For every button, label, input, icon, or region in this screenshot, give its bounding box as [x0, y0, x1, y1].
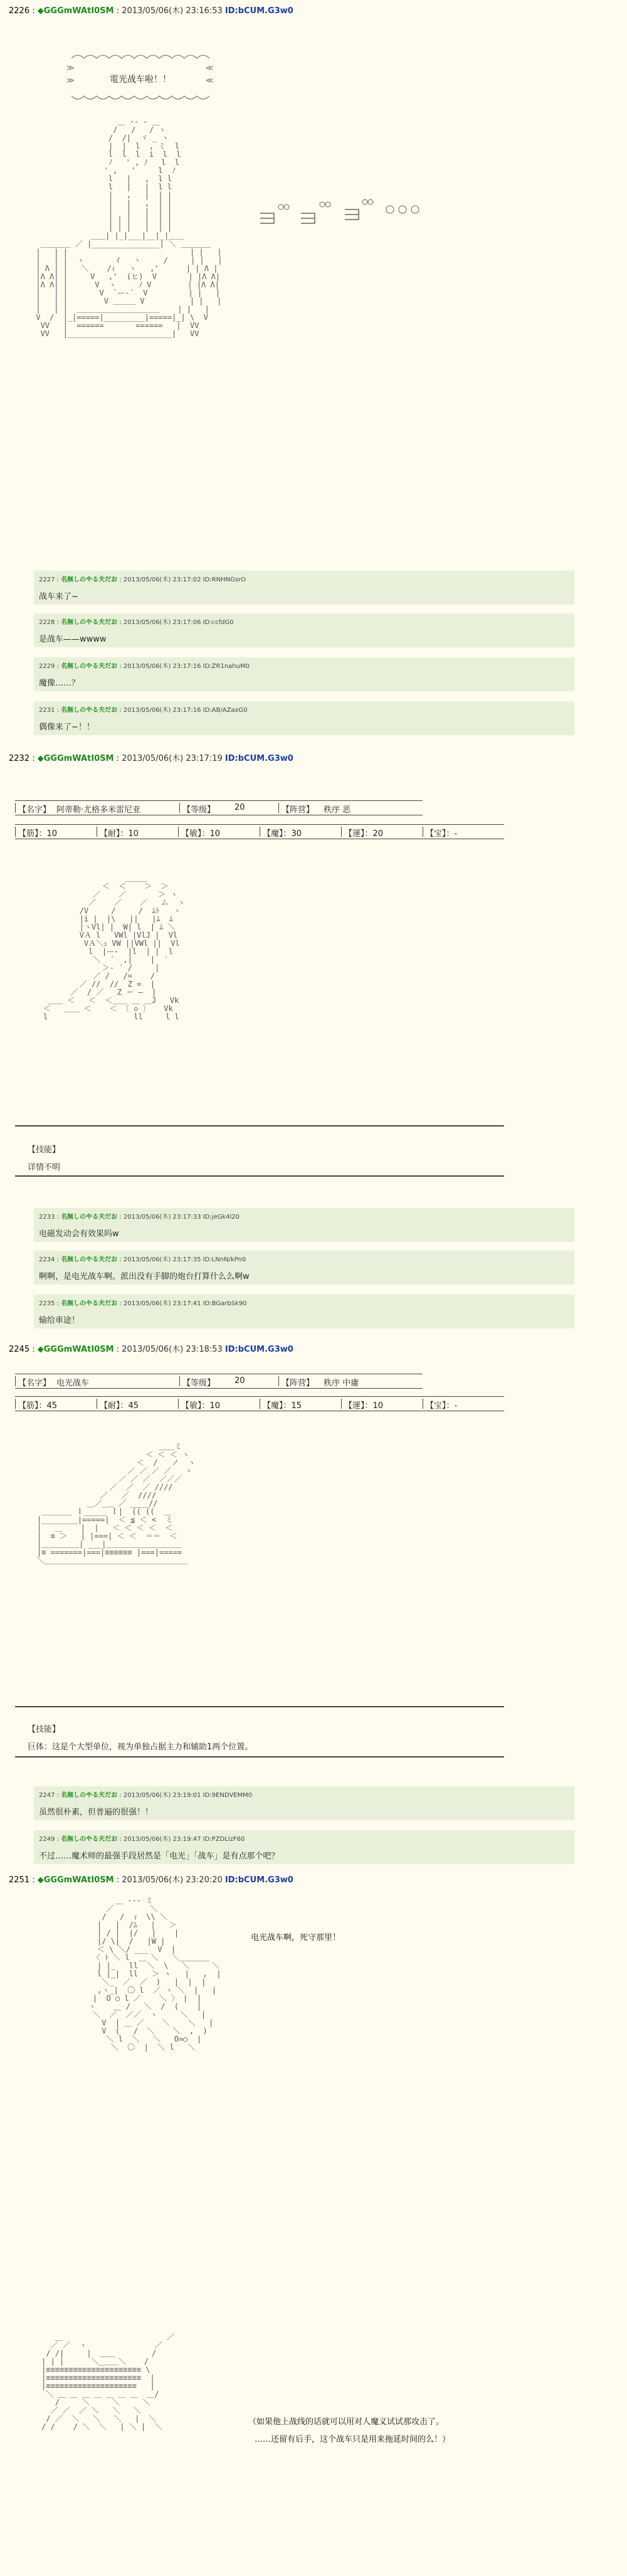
speech-line: 电光战车啊，死守那里！ — [251, 1933, 341, 1943]
stat-con: 【耐】：10 — [97, 827, 139, 837]
reply-id[interactable]: ID:LNnN/kPn0 — [203, 1256, 246, 1263]
poster-name[interactable]: ◆GGGmWAtI0SM — [37, 1875, 114, 1885]
character-stat-row-1 — [15, 800, 423, 815]
divider — [15, 1125, 504, 1126]
post-number: 2226 — [9, 6, 30, 16]
reply-header: 2228 : 名無しのやる夫だお : 2013/05/06(木) 23:17:06 ID:ccfdG0 — [39, 619, 234, 626]
level-value: 20 — [234, 1376, 245, 1386]
reply-date: 2013/05/06(木) 23:17:35 — [123, 1256, 201, 1263]
character-stat-row-2 — [15, 1396, 504, 1411]
divider — [15, 1706, 504, 1707]
ascii-art-silhouette: ＿ ／ ／ ／ ヽ ／ / /| | ＿＿ / | | | ＼_＿＿＼ / |≡≡≡≡≡≡≡≡≡≡≡≡≡≡≡≡≡≡≡≡≡ \ |≡≡≡≡≡≡≡≡≡≡≡≡≡≡≡≡≡≡≡≡≡ | |≡≡≡≡≡≡≡≡≡≡≡≡≡≡≡≡≡≡≡≡ | ＼ ＿ ＿ ＿ ＿ ＿ ＿ ＿ ＿/ / ＼ ＼ ＼ ／ ／ ／ ＼ ＼ ＼ / ／ ＼ ＼ ＼ | ＼ / / / ＼ ＼ | ＼ | ＼ — [41, 2333, 174, 2431]
reply-header: 2247 : 名無しのやる夫だお : 2013/05/06(木) 23:19:01 ID:9ENDVEMM0 — [39, 1792, 253, 1799]
reply-name[interactable]: 名無しのやる夫だお — [61, 576, 118, 583]
stat-con: 【耐】：45 — [97, 1399, 139, 1409]
post-header: 2232 : ◆GGGmWAtI0SM : 2013/05/06(木) 23:17:19 ID:bCUM.G3w0 — [9, 754, 293, 763]
stat-luck: 【運】：20 — [341, 827, 383, 837]
svg-text:≫: ≫ — [66, 63, 75, 72]
reply-number: 2235 — [39, 1300, 55, 1307]
reply-header: 2233 : 名無しのやる夫だお : 2013/05/06(木) 23:17:33 ID:jeGk4l20 — [39, 1214, 240, 1221]
reply-number: 2247 — [39, 1792, 55, 1799]
reply-post — [34, 1251, 574, 1285]
reply-header: 2249 : 名無しのやる夫だお : 2013/05/06(木) 23:19:47 ID:PZDLlzF60 — [39, 1836, 245, 1843]
reply-date: 2013/05/06(木) 23:17:33 — [123, 1214, 201, 1221]
reply-body: 虽然很朴素，但普遍的很强！！ — [39, 1808, 154, 1817]
poster-id[interactable]: ID:bCUM.G3w0 — [224, 1875, 293, 1885]
reply-id[interactable]: ID:AB/AZaxG0 — [203, 707, 248, 714]
post-header: 2245 : ◆GGGmWAtI0SM : 2013/05/06(木) 23:18:53 ID:bCUM.G3w0 — [9, 1345, 293, 1354]
stat-agi: 【敏】：10 — [178, 1399, 220, 1409]
ascii-art-tank: ＿ -‐ - ＿ / / / ヽ / /| ヾ _ ヽ | | l , ミ l l l l i l l ﾉ ' , ﾉ l l ' , ' l ﾉ l | , l l l | | l l | , | | | | | , | | | | | | | | | | | | | | | | | | | ＿＿| |_|___|__|_|＿＿ ＿＿＿＿ ／ |_______________| ＼ ＿＿＿＿ | | | | | | | | | ヽ ｲ ヽ / | | | | Λ | | ＼ /ｨ ヽ ,' | | Λ | |Λ Λ| | V ,' (ヒ) V | |Λ Λ| |Λ Λ| | V ヽ ﾉ V | |Λ Λ| | | | V `ー‐´ V | | | | | | V ＿＿＿ V | | | | | | ＿＿＿＿＿＿＿＿＿＿＿ | | | V / |_|=====|_________|=====|_| \ V VV | ====== ====== | VV VV |_______________________| VV — [36, 117, 223, 338]
post-date: 2013/05/06(木) 23:18:53 — [122, 1345, 223, 1354]
reply-number: 2229 — [39, 663, 55, 670]
character-stat-row-2 — [15, 824, 504, 839]
reply-number: 2228 — [39, 619, 55, 626]
reply-body: 是战车——wwww — [39, 635, 107, 644]
sound-effect-go — [257, 188, 445, 238]
name-label: 【名字】 — [15, 803, 51, 813]
level-label: 【等级】 — [179, 803, 215, 813]
poster-name[interactable]: ◆GGGmWAtI0SM — [37, 754, 114, 763]
divider — [15, 1175, 504, 1177]
stat-mag: 【魔】：30 — [260, 827, 302, 837]
post-number: 2245 — [9, 1345, 30, 1354]
reply-header: 2231 : 名無しのやる夫だお : 2013/05/06(木) 23:17:16 ID:AB/AZaxG0 — [39, 707, 248, 714]
reply-date: 2013/05/06(木) 23:19:01 — [123, 1792, 201, 1799]
reply-post — [34, 1786, 574, 1820]
reply-post — [34, 613, 574, 647]
svg-text:≫: ≫ — [66, 76, 75, 85]
reply-name[interactable]: 名無しのやる夫だお — [61, 1214, 118, 1221]
post-date: 2013/05/06(木) 23:17:19 — [122, 754, 223, 763]
post-date: 2013/05/06(木) 23:16:53 — [122, 6, 223, 16]
reply-number: 2231 — [39, 707, 55, 714]
reply-name[interactable]: 名無しのやる夫だお — [61, 1256, 118, 1263]
reply-date: 2013/05/06(木) 23:17:02 — [123, 576, 201, 583]
skill-text: 详情不明 — [28, 1163, 61, 1172]
character-stat-row-1 — [15, 1374, 423, 1389]
reply-body: 偶像来了~！！ — [39, 723, 95, 732]
ascii-art-duo: ＿ -‐‐ ミ ／ ＼ / / ｨ \\ ＼ | | /ﾑ | ＞ | / | |/ | | |/ \| / |W | ＜ \ ＼/ ___ V | 〈 ﾄ ＼ l ＿ ＼ ＼＿＿＿＿ | |_ ll ＼ \ ＼ ＼ l |_| ll ＞ ヽ | , | ＼_ ／ ／ ) | | | ,ヽ_| 〇 l ／ ヽ ＼ | | | O ○ l ／ ＼ 〉 | | ヽ ＿ / ＼ / ( | ＼ ／ ／／ ヽ ＼ | V | ＿ ／ ＼ ＼ | V ( / ＼ ＼ , ) ＼ l ＼ ＼ O=○ | ＼ 〇 | ＼ l ＼ — [88, 1896, 221, 2052]
skill-label: 【技能】 — [28, 1725, 61, 1734]
reply-date: 2013/05/06(木) 23:17:16 — [123, 707, 201, 714]
post-number: 2232 — [9, 754, 30, 763]
alignment-label: 【阵营】 — [278, 803, 314, 813]
reply-number: 2227 — [39, 576, 55, 583]
divider — [15, 1756, 504, 1757]
reply-id[interactable]: ID:jeGk4l20 — [203, 1214, 240, 1221]
reply-name[interactable]: 名無しのやる夫だお — [61, 1300, 118, 1307]
reply-post — [34, 1830, 574, 1864]
reply-date: 2013/05/06(木) 23:17:41 — [123, 1300, 201, 1307]
level-value: 20 — [234, 803, 245, 812]
reply-name[interactable]: 名無しのやる夫だお — [61, 1792, 118, 1799]
stat-agi: 【敏】：10 — [178, 827, 220, 837]
reply-body: 不过……魔术师的最强手段居然是「电光」「战车」是有点那个吧？ — [39, 1852, 280, 1861]
svg-text:≪: ≪ — [206, 63, 214, 72]
reply-body: 啊啊，是电光战车啊。派出没有手脚的炮台打算什么么啊w — [39, 1272, 250, 1281]
stat-np: 【宝】：- — [423, 1399, 457, 1409]
reply-header: 2235 : 名無しのやる夫だお : 2013/05/06(木) 23:17:41 ID:BGarbSk90 — [39, 1300, 247, 1307]
alignment-value: 秩序 中庸 — [324, 1379, 359, 1388]
reply-name[interactable]: 名無しのやる夫だお — [61, 707, 118, 714]
ascii-art-tank-profile: ＿＿ミ ＜ ＜ ＜ ヽ ＜ / ノ ヽ ／ ／ ／ ／ ヽ ／ ／ ／ ／／／ ／ ／ ／ //// ／ ／ //// ＿／_＿ ／ ____// ＿＿＿＿ ｌ_____ ｌ| (( (( ＿ |________|=====| ＜ ≦ ＜ < ミ | ＿ | | ＜ ＜ ＜ ＜ ＜ | ≡ ＞ | |===| ＜ ＜ ＝＝ ＜ |＿＿＿＿＿| ___|＿＿＿＿＿＿＿＿＿＿ |≡ =======|===|≡≡≡≡≡≡ |===|===== ＼＿＿＿＿＿＿＿＿＿＿＿＿＿＿＿＿＿＿＿ — [36, 1442, 196, 1565]
reply-body: 输给車途！ — [39, 1316, 80, 1325]
reply-id[interactable]: ID:RNHNGsrO — [203, 576, 246, 583]
stat-str: 【筋】：45 — [15, 1399, 57, 1409]
poster-name[interactable]: ◆GGGmWAtI0SM — [37, 1345, 114, 1354]
level-label: 【等级】 — [179, 1376, 215, 1386]
reply-header: 2229 : 名無しのやる夫だお : 2013/05/06(木) 23:17:16 ID:ZR1nahuM0 — [39, 663, 250, 670]
speech-line: （如果他上战线的话就可以用对人魔义试试那攻击了。 — [248, 2417, 445, 2427]
reply-name[interactable]: 名無しのやる夫だお — [61, 619, 118, 626]
reply-body: 魔像……？ — [39, 679, 80, 688]
stat-str: 【筋】：10 — [15, 827, 57, 837]
reply-header: 2234 : 名無しのやる夫だお : 2013/05/06(木) 23:17:35 ID:LNnN/kPn0 — [39, 1256, 246, 1263]
reply-post — [34, 701, 574, 735]
name-label: 【名字】 — [15, 1376, 51, 1386]
reply-number: 2234 — [39, 1256, 55, 1263]
reply-name[interactable]: 名無しのやる夫だお — [61, 663, 118, 670]
character-name: 阿蒂勒·尤格多米雷尼亚 — [56, 805, 141, 815]
stat-np: 【宝】：- — [423, 827, 457, 837]
reply-id[interactable]: ID:ccfdG0 — [203, 619, 234, 626]
reply-name[interactable]: 名無しのやる夫だお — [61, 1836, 118, 1843]
reply-header: 2227 : 名無しのやる夫だお : 2013/05/06(木) 23:17:02 ID:RNHNGsrO — [39, 576, 246, 583]
alignment-label: 【阵营】 — [278, 1376, 314, 1386]
reply-post — [34, 1295, 574, 1328]
reply-id[interactable]: ID:BGarbSk90 — [203, 1300, 247, 1307]
post-date: 2013/05/06(木) 23:20:20 — [122, 1875, 223, 1885]
wavy-banner — [65, 49, 216, 105]
character-name: 电光战车 — [56, 1379, 90, 1388]
post-header: 2226 : ◆GGGmWAtI0SM : 2013/05/06(木) 23:16:53 ID:bCUM.G3w0 — [9, 6, 293, 16]
reply-date: 2013/05/06(木) 23:19:47 — [123, 1836, 201, 1843]
reply-id[interactable]: ID:9ENDVEMM0 — [203, 1792, 253, 1799]
skill-text: 巨体：这是个大型单位，视为单独占据主力和辅助1两个位置。 — [28, 1742, 253, 1752]
speech-line: ……还留有后手，这个战车只是用来拖延时间的么！） — [255, 2435, 451, 2444]
post-header: 2251 : ◆GGGmWAtI0SM : 2013/05/06(木) 23:20:20 ID:bCUM.G3w0 — [9, 1875, 293, 1885]
alignment-value: 秩序 恶 — [324, 805, 351, 815]
reply-id[interactable]: ID:PZDLlzF60 — [203, 1836, 245, 1843]
post-number: 2251 — [9, 1875, 30, 1885]
reply-id[interactable]: ID:ZR1nahuM0 — [203, 663, 250, 670]
reply-number: 2233 — [39, 1214, 55, 1221]
reply-post — [34, 1208, 574, 1242]
banner-text: 電光战车啦！！ — [110, 75, 171, 85]
reply-number: 2249 — [39, 1836, 55, 1843]
reply-body: 电磁发动会有效果吗w — [39, 1229, 119, 1239]
poster-id[interactable]: ID:bCUM.G3w0 — [224, 754, 293, 763]
reply-date: 2013/05/06(木) 23:17:16 — [123, 663, 201, 670]
poster-id[interactable]: ID:bCUM.G3w0 — [224, 1345, 293, 1354]
reply-date: 2013/05/06(木) 23:17:06 — [123, 619, 201, 626]
reply-post — [34, 657, 574, 691]
svg-text:≪: ≪ — [206, 76, 214, 85]
poster-id[interactable]: ID:bCUM.G3w0 — [224, 6, 293, 16]
stat-luck: 【運】：10 — [341, 1399, 383, 1409]
skill-label: 【技能】 — [28, 1145, 61, 1155]
reply-post — [34, 571, 574, 605]
poster-name[interactable]: ◆GGGmWAtI0SM — [37, 6, 114, 16]
stat-mag: 【魔】：15 — [260, 1399, 302, 1409]
reply-body: 战车来了~ — [39, 592, 78, 602]
ascii-art-boy: ＿＿＿ ＜ ＜ ＞ ＞ ／ ／ ＞ ヽ ／ ／ ／ ム ヽ /V / / ﾑﾄ ヽ |i | |\ || |ﾑ ﾑ |ヽVl| | W| l | ﾑ ＼ VＡ l VWl |VlJ | Vl VＡ＼ｭ VW ||VWl || Vl l |ー‐ |l | | l ＼ ´ ,| | ′ ＞‐ ´ / | ／ / /= / ／ // // Z = | ／ / ／ Z ＝ ― | ＿＿ ＜ ＜ ＜＿＿ ＿ ＿J Vk ＜ ＿＿ ＜ ＜ 〔 ◇ 〕 Vk l ll l l — [43, 874, 186, 1021]
